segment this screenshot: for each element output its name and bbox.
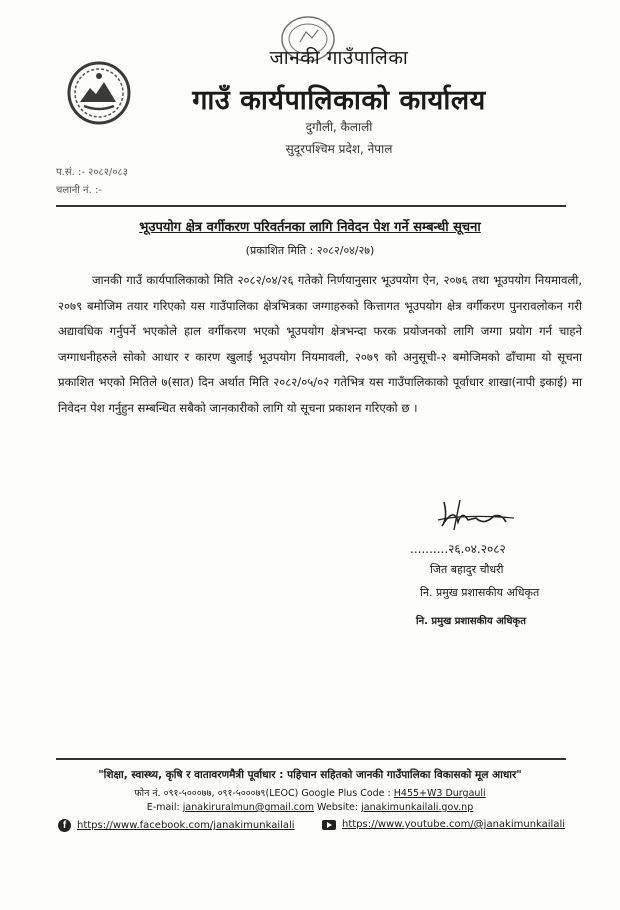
contact-email-web bbox=[0, 802, 620, 813]
dispatch-number: चलानी नं. :- bbox=[56, 185, 102, 196]
signer-title: नि. प्रमुख प्रशासकीय अधिकृत bbox=[420, 586, 540, 599]
website-link[interactable]: janakimunkailali.gov.np bbox=[361, 802, 474, 813]
municipality-name: जानकी गाउँपालिका bbox=[269, 47, 409, 69]
email-label: E-mail: bbox=[146, 802, 183, 813]
header-divider bbox=[56, 205, 566, 207]
fiscal-year-ref: प.सं. :- २०८२/०८३ bbox=[56, 167, 128, 178]
youtube-link[interactable]: https://www.youtube.com/@janakimunkailali bbox=[342, 819, 566, 830]
facebook-icon: f bbox=[58, 819, 71, 832]
plus-code: H455+W3 Durgauli bbox=[393, 788, 486, 799]
notice-subject: भूउपयोग क्षेत्र वर्गीकरण परिवर्तनका लागि निवेदन पेश गर्ने सम्बन्धी सूचना bbox=[139, 220, 481, 235]
facebook-link-group[interactable] bbox=[58, 819, 295, 832]
contact-phone bbox=[0, 786, 620, 799]
signer-name: जित बहादुर चौधरी bbox=[430, 563, 504, 576]
signature-icon bbox=[424, 496, 554, 538]
youtube-icon bbox=[322, 820, 336, 830]
footer-motto: "शिक्षा, स्वास्थ्य, कृषि र वातावरणमैत्री पूर्वाधार : पहिचान सहितको जानकी गाउँपालिका विकासको मूल आधार" bbox=[98, 769, 522, 781]
facebook-link[interactable]: https://www.facebook.com/janakimunkailali bbox=[77, 820, 295, 831]
youtube-link-group[interactable] bbox=[322, 819, 565, 830]
office-title: गाउँ कार्यपालिकाको कार्यालय bbox=[192, 85, 486, 116]
footer-divider bbox=[56, 758, 566, 760]
email-link[interactable]: janakiruralmun@gmail.com bbox=[182, 802, 315, 813]
signature-date: ..........२६.०४.२०८२ bbox=[410, 542, 506, 556]
phone-text: फोन नं. ०९१-५०००७७, ०९१-५०००७९(LEOC) Google Plus Code : bbox=[134, 788, 391, 799]
notice-body: जानकी गाउँ कार्यपालिकाको मिति २०८२/०४/२६ गतेको निर्णयानुसार भूउपयोग ऐन, २०७६ तथा भूउपयोग नियमावली, २०७९ बमोजिम तयार गरिएको यस गाउँपालिका क्षेत्रभित्रका जग्गाहरुको कित्तागत भूउपयोग क्षेत्र वर्गीकरण पुनरावलोकन गरी अद्यावधिक गर्नुपर्ने भएकोले हाल वर्गीकरण भएको भूउपयोग क्षेत्रभन्दा फरक प्रयोजनको लागि जग्गा प्रयोग गर्न चाहने जग्गाधनीहरुले सोको आधार र कारण खुलाई भूउपयोग नियमावली, २०७९ को अनुसूची-२ बमोजिमको ढाँचामा यो सूचना प्रकाशित भएको मितिले ७(सात) दिन अर्थात मिति २०८२/०५/०२ गतेभित्र यस गाउँपालिकाको पूर्वाधार शाखा(नापी इकाई) मा निवेदन पेश गर्नुहुन सम्बन्धित सबैको जानकारीको लागि यो सूचना प्रकाशन गरिएको छ । bbox=[58, 273, 582, 415]
office-location: दुगौली, कैलाली bbox=[305, 120, 373, 134]
published-date: (प्रकाशित मिति : २०८२/०४/२७) bbox=[245, 244, 375, 257]
office-province: सुदूरपश्चिम प्रदेश, नेपाल bbox=[285, 142, 393, 156]
website-label: Website: bbox=[314, 802, 362, 813]
stamp-title: नि. प्रमुख प्रशासकीय अधिकृत bbox=[416, 616, 526, 627]
